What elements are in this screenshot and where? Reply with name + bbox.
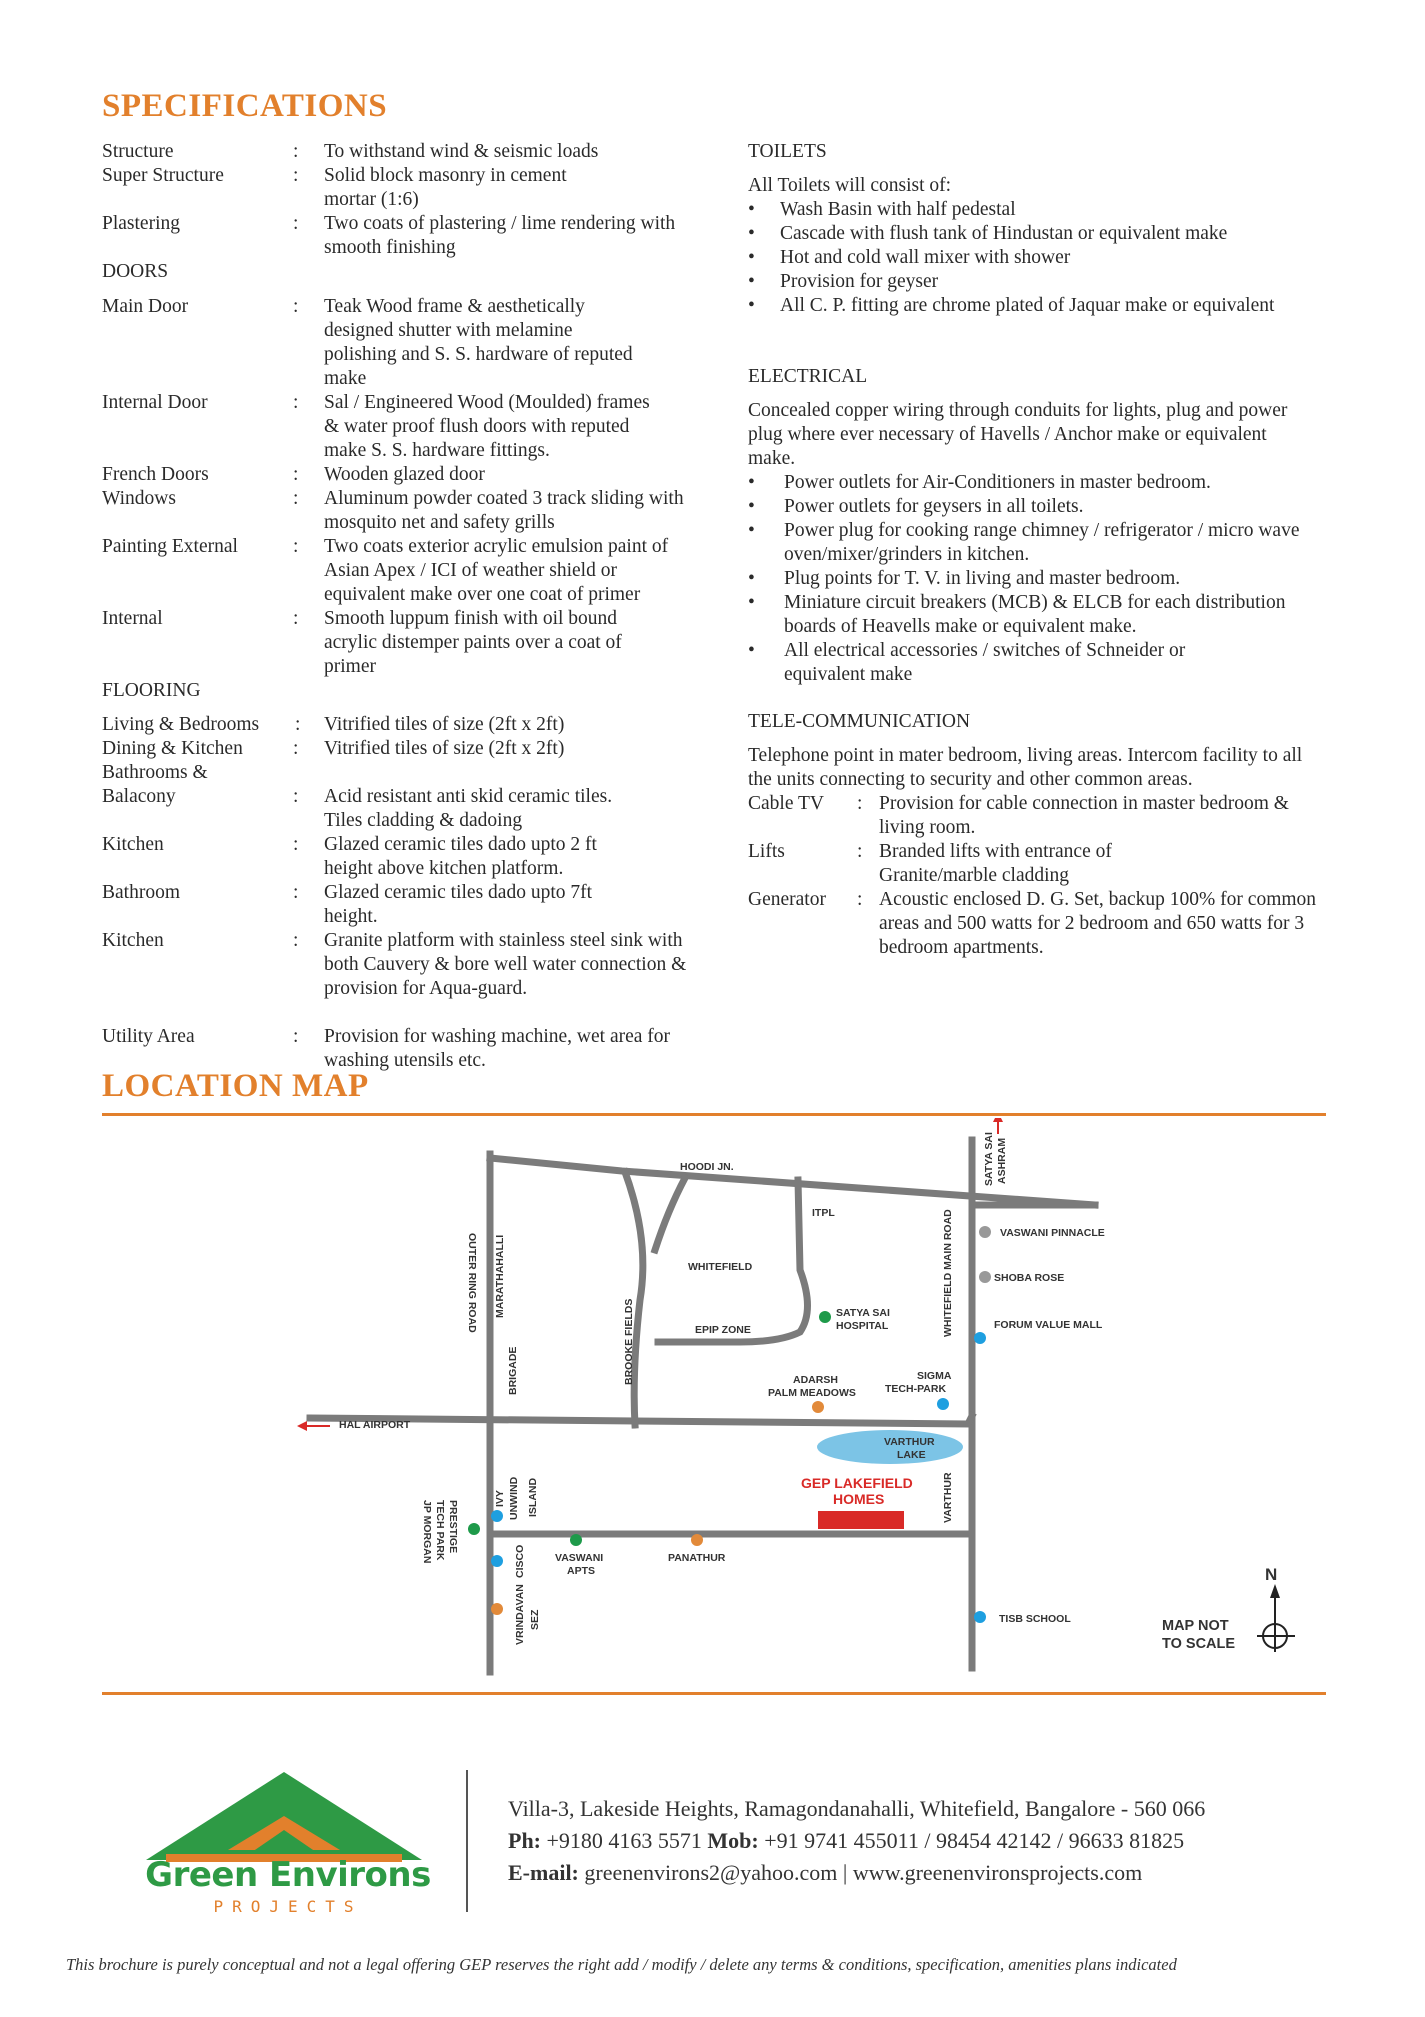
- shoba-rose-dot: [979, 1271, 991, 1283]
- spec-label: Cable TV: [748, 793, 825, 814]
- list-item: Plug points for T. V. in living and master bedroom.: [784, 568, 1181, 589]
- list-item: Hot and cold wall mixer with shower: [780, 247, 1071, 268]
- spec-label: Painting External: [102, 536, 238, 557]
- spec-value: Glazed ceramic tiles dado upto 7ft height.: [324, 882, 593, 927]
- spec-label: Dining & Kitchen: [102, 738, 243, 759]
- spec-value: Provision for washing machine, wet area for washing utensils etc.: [324, 1026, 671, 1071]
- phone-number: +9180 4163 5571: [546, 1828, 702, 1853]
- spec-label: Bathroom: [102, 882, 180, 903]
- list-item: All electrical accessories / switches of Schneider or equivalent make: [784, 640, 1186, 685]
- map-label: JP MORGAN: [421, 1500, 433, 1564]
- map-label: EPIP ZONE: [695, 1324, 751, 1336]
- spec-label: Super Structure: [102, 165, 224, 186]
- hal-arrow-icon: [297, 1421, 307, 1431]
- forum-value-mall-dot: [974, 1332, 986, 1344]
- map-label: TISB SCHOOL: [999, 1613, 1071, 1625]
- mobile-numbers: +91 9741 455011 / 98454 42142 / 96633 81825: [764, 1828, 1185, 1853]
- toilets-intro: All Toilets will consist of:: [748, 175, 952, 196]
- map-label: WHITEFIELD MAIN ROAD: [942, 1209, 954, 1337]
- list-item: All C. P. fitting are chrome plated of Jaquar make or equivalent: [780, 295, 1275, 316]
- spec-label: Main Door: [102, 296, 189, 317]
- spec-label: Living & Bedrooms: [102, 714, 260, 735]
- spec-right-column: TOILETS All Toilets will consist of: • Wash Basin with half pedestal • Cascade with flush tank of Hindustan or equivalent make • Hot and cold wall mixer with shower • Provision for geyser • All C. P. fitting are chrome plated of Jaquar make or equivalent ELECTRICAL Concealed copper wiring through conduits for lights, plug and power plug where ever necessary of Havells / Anchor make or equivalent make. • Power outlets for Air-Conditioners in master bedroom. • Power outlets for geysers in all toilets. • Power plug for cooking range chimney / refrigerator / micro wave oven/mixer/grinders in kitchen. • Plug points for T. V. in living and master bedroom. • Miniature circuit breakers (MCB) & ELCB for each distribution boards of Heavells make or equivalent make. • All electrical accessories / switches of Schneider or equivalent make TELE-COMMUNICATION Telephone point in mater bedroom, living areas. Intercom facility to all the units connecting to security and other common areas. Cable TV : Provision for cable connection in master bedroom & living room. Lifts : Branded lifts with entrance of Granite/marble cladding Generator : Acoustic enclosed D. G. Set, backup 100% for common areas and 500 watts for 2 bedroom and 650 watts for 3 bedroom apartments.: [748, 140, 1348, 960]
- website-link[interactable]: www.greenenvironsprojects.com: [852, 1860, 1143, 1885]
- map-bottom-rule: [102, 1692, 1326, 1695]
- spec-value: Acid resistant anti skid ceramic tiles. Tiles cladding & dadoing: [324, 786, 613, 831]
- adarsh-palm-meadows-dot: [812, 1401, 824, 1413]
- panathur-dot: [691, 1534, 703, 1546]
- map-label: ADARSH: [793, 1374, 838, 1386]
- map-label: SEZ: [529, 1609, 541, 1630]
- north-arrow-icon: [1270, 1584, 1280, 1598]
- map-label: SATYA SAI: [836, 1307, 890, 1319]
- spec-value: Aluminum powder coated 3 track sliding with mosquito net and safety grills: [324, 488, 684, 533]
- map-label: HOODI JN.: [680, 1161, 734, 1173]
- toilets-heading: TOILETS: [748, 141, 827, 162]
- telecom-heading: TELE-COMMUNICATION: [748, 711, 971, 732]
- cisco-dot: [491, 1555, 503, 1567]
- spec-value: Wooden glazed door: [324, 464, 485, 485]
- flooring-heading: FLOORING: [102, 680, 201, 701]
- map-label: MAP NOT: [1162, 1618, 1229, 1634]
- map-label: UNWIND: [508, 1476, 520, 1520]
- brand-name: Green Environs: [145, 1855, 431, 1895]
- spec-value: Vitrified tiles of size (2ft x 2ft): [324, 714, 565, 735]
- spec-value: To withstand wind & seismic loads: [324, 141, 599, 162]
- map-label: SATYA SAI: [983, 1132, 995, 1186]
- spec-label: Generator: [748, 889, 826, 910]
- map-label: SHOBA ROSE: [994, 1272, 1065, 1284]
- map-label: TECH PARK: [434, 1500, 446, 1561]
- spec-label: Balacony: [102, 786, 176, 807]
- spec-label: Bathrooms &: [102, 762, 208, 783]
- map-label: OUTER RING ROAD: [466, 1233, 478, 1333]
- map-label: APTS: [567, 1565, 596, 1577]
- spec-label: Internal Door: [102, 392, 208, 413]
- list-item: Power outlets for Air-Conditioners in master bedroom.: [784, 472, 1211, 493]
- list-item: Cascade with flush tank of Hindustan or equivalent make: [780, 223, 1228, 244]
- phone-line: Ph: +9180 4163 5571 Mob: +91 9741 455011 / 98454 42142 / 96633 81825: [508, 1828, 1185, 1853]
- map-label: VASWANI: [555, 1552, 604, 1564]
- list-item: Power plug for cooking range chimney / refrigerator / micro wave oven/mixer/grinders in kitchen.: [784, 520, 1300, 565]
- contact-line: E-mail: greenenvirons2@yahoo.com | www.greenenvironsprojects.com: [508, 1860, 1143, 1885]
- map-label: VRINDAVAN: [514, 1584, 526, 1645]
- map-label: HOMES: [833, 1491, 885, 1507]
- spec-left-column: Structure : To withstand wind & seismic loads Super Structure : Solid block masonry in cement mortar (1:6) Plastering : Two coats of plastering / lime rendering with smooth finishing DOORS Main Door : Teak Wood frame & aesthetically designed shutter with melamine polishing and S. S. hardware of reputed make Internal Door : Sal / Engineered Wood (Moulded) frames & water proof flush doors with reputed make S. S. hardware fittings. French Doors : Wooden glazed door Windows : Aluminum powder coated 3 track sliding with mosquito net and safety grills Painting External : Two coats exterior acrylic emulsion paint of Asian Apex / ICI of weather shield or equivalent make over one coat of primer Internal : Smooth luppum finish with oil bound acrylic distemper paints over a coat of primer FLOORING Living & Bedrooms : Vitrified tiles of size (2ft x 2ft) Dining & Kitchen : Vitrified tiles of size (2ft x 2ft) Bathrooms & Balacony : Acid resistant anti skid ceramic tiles. Tiles cladding & dadoing Kitchen : Glazed ceramic tiles dado upto 2 ft height above kitchen platform. Bathroom : Glazed ceramic tiles dado upto 7ft height. Kitchen : Granite platform with stainless steel sink with both Cauvery & bore well water connection & provision for Aqua-guard. Utility Area : Provision for washing machine, wet area for washing utensils etc.: [102, 140, 702, 1040]
- map-label: SIGMA: [917, 1370, 952, 1382]
- map-label: VASWANI PINNACLE: [1000, 1227, 1105, 1239]
- map-top-rule: [102, 1113, 1326, 1116]
- vaswani-pinnacle-dot: [979, 1226, 991, 1238]
- vaswani-apts-dot: [570, 1534, 582, 1546]
- list-item: Power outlets for geysers in all toilets.: [784, 496, 1084, 517]
- tisb-school-dot: [974, 1611, 986, 1623]
- spec-label: Utility Area: [102, 1026, 195, 1047]
- spec-label: Kitchen: [102, 834, 164, 855]
- list-item: Provision for geyser: [780, 271, 939, 292]
- map-label: MARATHAHALLI: [494, 1234, 506, 1318]
- list-item: Wash Basin with half pedestal: [780, 199, 1016, 220]
- sigma-tech-park-dot: [937, 1398, 949, 1410]
- spec-value: Granite platform with stainless steel sink with both Cauvery & bore well water connection & provision for Aqua-guard.: [324, 930, 687, 999]
- disclaimer: This brochure is purely conceptual and not a legal offering GEP reserves the right add / modify / delete any terms & conditions, specification, amenities plans indicated: [66, 1955, 1177, 1974]
- location-map: [0, 1118, 1425, 1690]
- map-label: LAKE: [897, 1449, 926, 1461]
- spec-label: Lifts: [748, 841, 785, 862]
- map-label: TECH-PARK: [885, 1383, 947, 1395]
- spec-label: French Doors: [102, 464, 209, 485]
- map-label: VARTHUR: [884, 1436, 935, 1448]
- spec-value: Solid block masonry in cement mortar (1:6): [324, 165, 567, 210]
- map-label: CISCO: [514, 1544, 526, 1578]
- spec-label: Plastering: [102, 213, 180, 234]
- spec-value: Glazed ceramic tiles dado upto 2 ft height above kitchen platform.: [324, 834, 597, 879]
- spec-value: Sal / Engineered Wood (Moulded) frames & water proof flush doors with reputed make S. S. hardware fittings.: [324, 392, 650, 461]
- specifications-title: SPECIFICATIONS: [102, 88, 388, 124]
- spec-label: Internal: [102, 608, 163, 629]
- spec-value: Two coats of plastering / lime rendering with smooth finishing: [324, 213, 676, 258]
- spec-label: Structure: [102, 141, 174, 162]
- road-brooke: [625, 1172, 643, 1425]
- map-label: PANATHUR: [668, 1552, 726, 1564]
- map-label: ITPL: [812, 1207, 835, 1219]
- map-label: FORUM VALUE MALL: [994, 1319, 1103, 1331]
- spec-value: Smooth luppum finish with oil bound acrylic distemper paints over a coat of primer: [324, 608, 622, 677]
- location-map-title: LOCATION MAP: [102, 1068, 369, 1104]
- prestige-dot: [468, 1523, 480, 1535]
- map-label: N: [1265, 1565, 1278, 1584]
- doors-heading: DOORS: [102, 261, 169, 282]
- spec-value: Teak Wood frame & aesthetically designed shutter with melamine polishing and S. S. hardware of reputed make: [324, 296, 633, 389]
- spec-label: Windows: [102, 488, 176, 509]
- road-whitefield-link: [655, 1178, 685, 1250]
- spec-value: Branded lifts with entrance of Granite/marble cladding: [879, 841, 1112, 886]
- map-label: BRIGADE: [507, 1346, 519, 1395]
- map-label: VARTHUR: [942, 1472, 954, 1523]
- footer-divider: [466, 1770, 468, 1912]
- satya-sai-hospital-dot: [819, 1311, 831, 1323]
- list-item: Miniature circuit breakers (MCB) & ELCB for each distribution boards of Heavells make or equivalent make.: [784, 592, 1286, 637]
- electrical-intro: Concealed copper wiring through conduits for lights, plug and power plug where ever necessary of Havells / Anchor make or equivalent make.: [748, 400, 1288, 469]
- telecom-intro: Telephone point in mater bedroom, living areas. Intercom facility to all the units connecting to security and other common areas.: [748, 745, 1303, 790]
- address: Villa-3, Lakeside Heights, Ramagondanahalli, Whitefield, Bangalore - 560 066: [508, 1796, 1206, 1821]
- spec-value: Provision for cable connection in master bedroom & living room.: [879, 793, 1289, 838]
- map-label: HAL AIRPORT: [339, 1419, 411, 1431]
- map-label: WHITEFIELD: [688, 1261, 753, 1273]
- map-label: PALM MEADOWS: [768, 1387, 856, 1399]
- ivy-dot: [491, 1510, 503, 1522]
- ashram-arrow-icon: [993, 1118, 1003, 1122]
- spec-value: Vitrified tiles of size (2ft x 2ft): [324, 738, 565, 759]
- map-label: ISLAND: [527, 1477, 539, 1517]
- spec-value: Two coats exterior acrylic emulsion paint of Asian Apex / ICI of weather shield or equivalent make over one coat of primer: [324, 536, 669, 605]
- gep-lakefield-marker: [818, 1511, 904, 1529]
- electrical-heading: ELECTRICAL: [748, 366, 868, 387]
- spec-value: Acoustic enclosed D. G. Set, backup 100% for common areas and 500 watts for 2 bedroom and 650 watts for 3 bedroom apartments.: [879, 889, 1317, 958]
- map-label: ASHRAM: [996, 1137, 1008, 1184]
- map-label: HOSPITAL: [836, 1320, 889, 1332]
- email-link[interactable]: greenenvirons2@yahoo.com: [584, 1860, 838, 1885]
- spec-label: Kitchen: [102, 930, 164, 951]
- map-label: IVY: [494, 1490, 506, 1507]
- map-label: BROOKE FIELDS: [623, 1298, 635, 1385]
- map-label: GEP LAKEFIELD: [801, 1475, 913, 1491]
- brand-subtitle: PROJECTS: [213, 1897, 363, 1916]
- map-label: TO SCALE: [1162, 1636, 1236, 1652]
- map-label: PRESTIGE: [447, 1500, 459, 1554]
- vrindavan-dot: [491, 1603, 503, 1615]
